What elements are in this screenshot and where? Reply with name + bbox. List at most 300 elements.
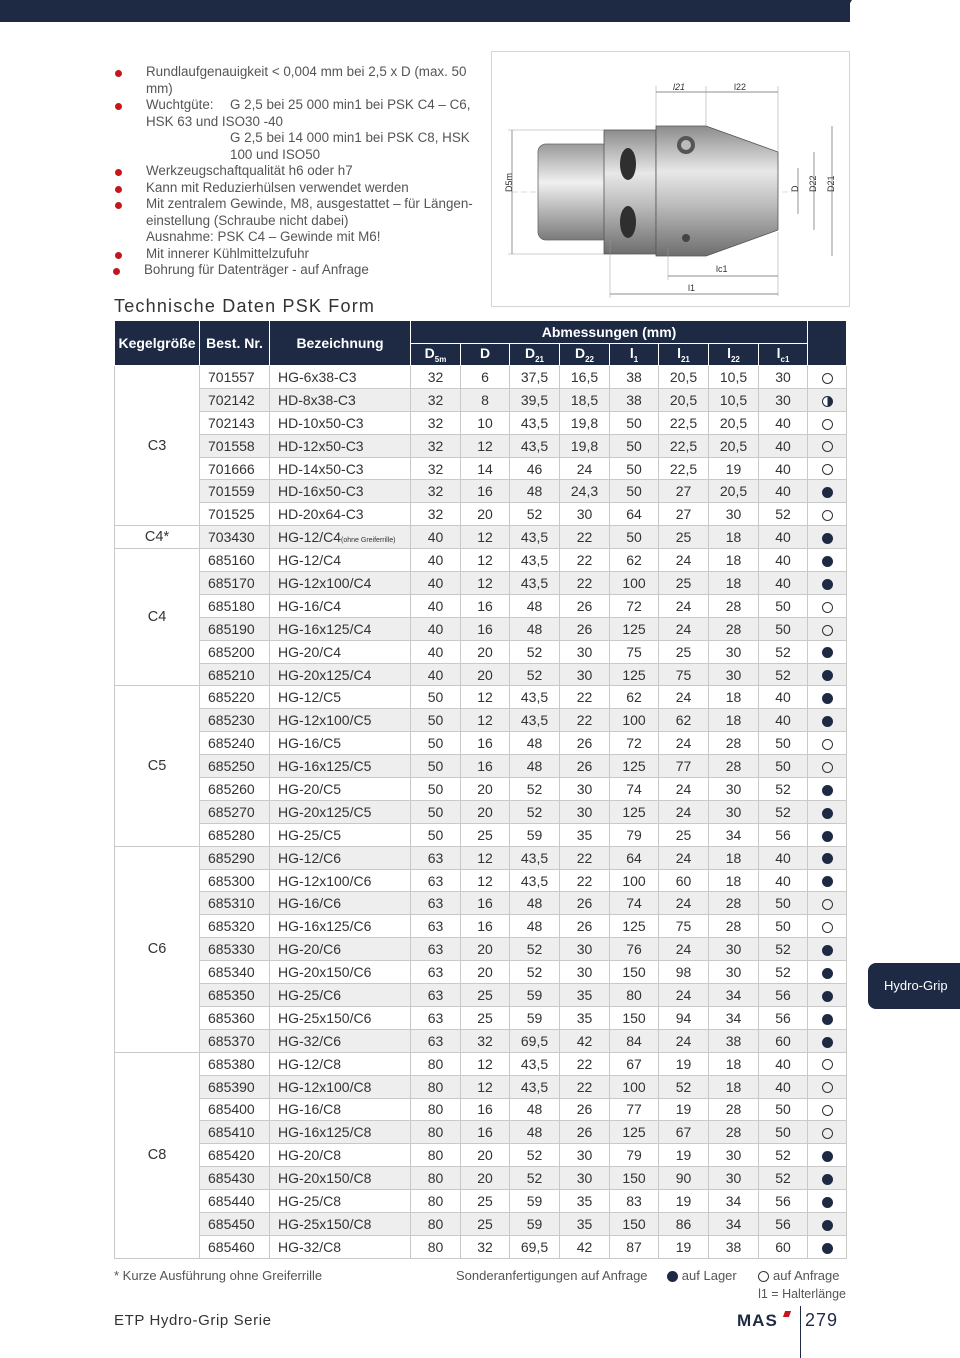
dimension-value: 52 [510,961,560,984]
dimension-value: 20,5 [659,388,709,411]
table-row [115,1235,847,1258]
designation-text: HG-12/C4 [278,529,342,546]
in-stock-icon [822,1151,833,1162]
dimension-value: 24 [659,732,709,755]
dimension-value: 125 [610,617,659,640]
table-row [115,938,847,961]
designation [270,892,411,915]
dimension-value: 12 [461,686,510,709]
dimension-value: 43,5 [510,869,560,892]
availability-cell [808,1190,847,1213]
dimension-value: 25 [461,1212,510,1235]
designation-text: HD-8x38-C3 [278,391,356,408]
designation-text: HG-20/C8 [278,1147,342,1164]
dimension-value: 40 [759,434,808,457]
availability-cell [808,526,847,549]
availability-cell [808,480,847,503]
dimension-value: 50 [759,892,808,915]
dimension-value: 77 [659,755,709,778]
feature-label: Wuchtgüte: [146,97,214,112]
header-dim-subscript: 1 [633,354,639,364]
dimension-value: 90 [659,1167,709,1190]
header-name: Bezeichnung [270,321,411,366]
dimension-value: 80 [411,1212,461,1235]
designation [270,823,411,846]
availability-cell [808,1098,847,1121]
technical-drawing [491,51,850,307]
on-request-icon [822,602,833,613]
half-circle-icon [822,396,833,407]
dimension-value: 18 [709,1075,759,1098]
dimension-value: 100 [610,572,659,595]
dimension-value: 14 [461,457,510,480]
feature-text: Mit innerer Kühlmittelzufuhr [146,245,309,261]
in-stock-icon [822,670,833,681]
cone-size: C4 [115,549,200,686]
dimension-value: 26 [560,892,610,915]
dimension-value: 32 [461,1029,510,1052]
dimension-value: 75 [659,915,709,938]
dimension-value: 34 [709,1212,759,1235]
dimension-value: 30 [560,663,610,686]
designation-text: HG-20x125/C4 [278,666,372,683]
in-stock-icon [822,1037,833,1048]
header-dim-subscript: 5m [434,354,447,364]
dimension-value: 48 [510,892,560,915]
dimension-value: 63 [411,892,461,915]
designation [270,915,411,938]
dimension-value: 34 [709,823,759,846]
availability-cell [808,572,847,595]
table-row [115,594,847,617]
dimension-value: 24 [659,549,709,572]
on-request-icon [822,441,833,452]
feature-text: Werkzeugschaftqualität h6 oder h7 [146,163,353,178]
designation-text: HG-32/C8 [278,1238,342,1255]
dimension-value: 43,5 [510,1052,560,1075]
dimension-value: 18 [709,846,759,869]
dimension-value: 32 [461,1235,510,1258]
dimension-value: 30 [709,1144,759,1167]
dimension-value: 10,5 [709,366,759,389]
dimension-value: 27 [659,480,709,503]
label-l21: l21 [673,82,686,92]
dimension-value: 43,5 [510,846,560,869]
dimension-value: 79 [610,823,659,846]
designation [270,457,411,480]
order-number: 685180 [200,594,270,617]
dimension-value: 24 [659,778,709,801]
dimension-value: 30 [709,503,759,526]
dimension-value: 30 [709,961,759,984]
designation-text: HG-25/C8 [278,1193,342,1209]
dimension-value: 50 [610,526,659,549]
designation-text: HG-16/C4 [278,597,342,614]
dimension-value: 125 [610,800,659,823]
legend-custom: Sonderanfertigungen auf Anfrage [456,1268,648,1283]
order-number: 685400 [200,1098,270,1121]
designation-text: HG-25/C5 [278,826,342,843]
designation-text: HG-16x125/C6 [278,918,372,935]
table-row [115,1006,847,1029]
label-d22: D22 [808,175,818,192]
dimension-value: 50 [411,800,461,823]
feature-text: Kann mit Reduzierhülsen verwendet werden [146,179,409,195]
on-request-icon [822,739,833,750]
availability-cell [808,1052,847,1075]
in-stock-icon [822,876,833,887]
side-tab-hydro-grip[interactable]: Hydro-Grip [868,963,960,1009]
dimension-value: 59 [510,1006,560,1029]
feature-text: G 2,5 bei 25 000 min1 bei PSK C4 – C6, HSK 63 und ISO30 -40 [146,97,471,129]
designation [270,938,411,961]
order-number: 685300 [200,869,270,892]
dimension-value: 28 [709,594,759,617]
dimension-value: 56 [759,823,808,846]
dimension-value: 25 [461,823,510,846]
dimension-value: 52 [510,1144,560,1167]
header-dim-subscript: 22 [585,354,595,364]
availability-cell [808,1006,847,1029]
table-row [115,503,847,526]
designation [270,869,411,892]
dimension-value: 74 [610,778,659,801]
table-row [115,549,847,572]
availability-cell [808,1167,847,1190]
dimension-value: 40 [759,526,808,549]
availability-cell [808,1235,847,1258]
order-number: 685210 [200,663,270,686]
designation-text: HD-14x50-C3 [278,460,364,477]
dimension-value: 40 [411,640,461,663]
dimension-value: 19 [659,1052,709,1075]
in-stock-icon [822,487,833,498]
dimension-value: 24 [659,846,709,869]
dimension-value: 50 [759,1098,808,1121]
dimension-value: 50 [759,1121,808,1144]
order-number: 685170 [200,572,270,595]
bullet-icon [115,202,122,209]
footer-divider [800,1306,801,1358]
cone-size: C3 [115,366,200,526]
section-title: Technische Daten PSK Form [114,296,376,316]
dimension-value: 59 [510,1190,560,1213]
dimension-value: 50 [759,732,808,755]
dimension-value: 25 [659,640,709,663]
in-stock-icon [822,716,833,727]
header-dim-6 [709,344,759,366]
dimension-value: 20 [461,778,510,801]
in-stock-icon [822,831,833,842]
bullet-icon [115,186,122,193]
table-row [115,1098,847,1121]
feature-item [112,213,492,230]
dimension-value: 19 [659,1235,709,1258]
on-request-icon [822,922,833,933]
dimension-value: 62 [659,709,709,732]
designation-text: HG-12/C5 [278,689,342,706]
dimension-value: 25 [659,526,709,549]
order-number: 685160 [200,549,270,572]
order-number: 701558 [200,434,270,457]
availability-cell [808,366,847,389]
dimension-value: 94 [659,1006,709,1029]
in-stock-icon [822,785,833,796]
availability-cell [808,938,847,961]
dimension-value: 40 [759,709,808,732]
order-number: 685370 [200,1029,270,1052]
order-number: 685380 [200,1052,270,1075]
dimension-value: 30 [709,1167,759,1190]
dimension-value: 20,5 [709,434,759,457]
dimension-value: 24,3 [560,480,610,503]
dimension-value: 30 [709,800,759,823]
designation-text: HD-20x64-C3 [278,506,364,523]
order-number: 685240 [200,732,270,755]
availability-cell [808,434,847,457]
dimension-value: 80 [411,1235,461,1258]
dimension-value: 22,5 [659,434,709,457]
designation [270,1144,411,1167]
order-number: 685340 [200,961,270,984]
header-dim-subscript: 22 [730,354,740,364]
availability-cell [808,961,847,984]
dimension-value: 40 [411,617,461,640]
dimension-value: 150 [610,1167,659,1190]
table-row [115,663,847,686]
order-number: 702143 [200,411,270,434]
dimension-value: 87 [610,1235,659,1258]
top-bar [0,0,850,22]
dimension-value: 48 [510,480,560,503]
dimension-value: 25 [659,823,709,846]
in-stock-icon [822,853,833,864]
designation [270,503,411,526]
table-row [115,617,847,640]
feature-item [112,196,492,213]
on-request-icon [758,1271,769,1282]
header-dim-2 [510,344,560,366]
dimension-value: 22 [560,869,610,892]
dimension-value: 26 [560,755,610,778]
dimension-value: 42 [560,1235,610,1258]
dimension-value: 43,5 [510,572,560,595]
dimension-value: 63 [411,869,461,892]
header-dim-7 [759,344,808,366]
dimension-value: 34 [709,1190,759,1213]
dimension-value: 28 [709,755,759,778]
dimension-value: 19 [659,1190,709,1213]
feature-text: Bohrung für Datenträger - auf Anfrage [144,262,369,277]
availability-cell [808,709,847,732]
in-stock-icon [822,1220,833,1231]
feature-text: einstellung (Schraube nicht dabei) [146,212,349,228]
designation-text: HG-16x125/C5 [278,758,372,775]
order-number: 685190 [200,617,270,640]
designation [270,709,411,732]
dimension-value: 22 [560,526,610,549]
availability-cell [808,800,847,823]
dimension-value: 22,5 [659,411,709,434]
dimension-value: 67 [610,1052,659,1075]
dimension-value: 12 [461,572,510,595]
feature-item [112,97,492,130]
designation-text: HD-16x50-C3 [278,483,364,500]
dimension-value: 22,5 [659,457,709,480]
on-request-icon [822,1128,833,1139]
dimension-value: 12 [461,434,510,457]
table-row [115,800,847,823]
dimension-value: 80 [610,984,659,1007]
page-number: 279 [805,1310,839,1330]
header-dim-symbol: D [524,345,536,362]
feature-text: Mit zentralem Gewinde, M8, ausgestattet – für Längen- [146,196,473,211]
feature-text: Ausnahme: PSK C4 – Gewinde mit M6! [146,229,381,244]
dimension-value: 40 [759,411,808,434]
dimension-value: 18 [709,526,759,549]
availability-cell [808,892,847,915]
availability-cell [808,594,847,617]
designation [270,800,411,823]
dimension-value: 24 [659,892,709,915]
dimension-value: 62 [610,686,659,709]
dimension-value: 30 [560,800,610,823]
designation [270,1121,411,1144]
dimension-value: 52 [510,503,560,526]
dimension-value: 52 [759,1144,808,1167]
dimension-value: 18 [709,709,759,732]
dimension-value: 16,5 [560,366,610,389]
designation [270,961,411,984]
dimension-value: 18 [709,1052,759,1075]
dimension-value: 19,8 [560,411,610,434]
brand-mark-icon [783,1311,791,1317]
in-stock-icon [822,556,833,567]
dimension-value: 50 [759,915,808,938]
dimension-value: 28 [709,732,759,755]
dimension-value: 63 [411,1029,461,1052]
header-dim-3 [560,344,610,366]
header-bnr: Best. Nr. [200,321,270,366]
dimension-value: 77 [610,1098,659,1121]
label-d5m: D5m [504,172,514,192]
table-row [115,961,847,984]
dimension-value: 20 [461,663,510,686]
dimension-value: 30 [560,640,610,663]
dimension-value: 50 [411,686,461,709]
dimension-value: 76 [610,938,659,961]
dimension-value: 28 [709,1121,759,1144]
dimension-value: 50 [610,457,659,480]
dimension-value: 37,5 [510,366,560,389]
in-stock-icon [822,1243,833,1254]
table-row [115,640,847,663]
table-row [115,686,847,709]
dimension-value: 98 [659,961,709,984]
dimension-value: 25 [461,984,510,1007]
availability-cell [808,984,847,1007]
dimension-value: 12 [461,846,510,869]
on-request-icon [822,1105,833,1116]
dimension-value: 60 [659,869,709,892]
cone-size: C5 [115,686,200,846]
availability-cell [808,1121,847,1144]
dimension-value: 22 [560,1052,610,1075]
feature-text: Rundlaufgenauigkeit < 0,004 mm bei 2,5 x D (max. 50 mm) [146,64,467,96]
designation-text: HG-25x150/C6 [278,1009,372,1026]
dimension-value: 19,8 [560,434,610,457]
availability-cell [808,617,847,640]
header-dim-symbol: l [727,345,731,362]
dimension-value: 63 [411,1006,461,1029]
designation-text: HD-10x50-C3 [278,414,364,431]
dimension-value: 30 [560,938,610,961]
availability-cell [808,755,847,778]
dimension-value: 19 [659,1098,709,1121]
dimension-value: 50 [759,755,808,778]
dimension-value: 48 [510,1121,560,1144]
dimension-value: 83 [610,1190,659,1213]
availability-cell [808,1144,847,1167]
in-stock-icon [667,1271,678,1282]
table-row [115,434,847,457]
header-dim-4 [610,344,659,366]
legend-on-request: auf Anfrage [772,1268,840,1283]
dimension-value: 74 [610,892,659,915]
in-stock-icon [822,968,833,979]
dimension-value: 46 [510,457,560,480]
dimension-value: 24 [659,984,709,1007]
availability-cell [808,915,847,938]
dimension-value: 22 [560,709,610,732]
order-number: 685200 [200,640,270,663]
dimension-value: 56 [759,1190,808,1213]
order-number: 685250 [200,755,270,778]
dimension-value: 12 [461,1075,510,1098]
header-dim-0 [411,344,461,366]
dimension-value: 16 [461,892,510,915]
legend-in-stock: auf Lager [681,1268,737,1283]
designation [270,617,411,640]
dimension-value: 12 [461,549,510,572]
dimension-value: 150 [610,961,659,984]
feature-item [112,130,492,163]
order-number: 685430 [200,1167,270,1190]
dimension-value: 43,5 [510,1075,560,1098]
table-row [115,823,847,846]
dimension-value: 52 [759,800,808,823]
dimension-value: 30 [560,1167,610,1190]
bullet-icon [115,103,122,110]
label-l1: l1 [688,283,696,293]
order-number: 685330 [200,938,270,961]
dimension-value: 52 [759,503,808,526]
feature-text: G 2,5 bei 14 000 min1 bei PSK C8, HSK 100 und ISO50 [230,130,470,162]
header-dim-symbol: l [677,345,681,362]
designation [270,1098,411,1121]
dimension-value: 52 [510,1167,560,1190]
dimension-value: 18 [709,686,759,709]
dimension-value: 40 [411,572,461,595]
designation [270,549,411,572]
dimension-value: 40 [411,594,461,617]
cone-size: C6 [115,846,200,1052]
order-number: 685360 [200,1006,270,1029]
dimension-value: 26 [560,1121,610,1144]
dimension-value: 52 [659,1075,709,1098]
dimension-value: 50 [759,617,808,640]
top-bar-corner [838,0,852,22]
